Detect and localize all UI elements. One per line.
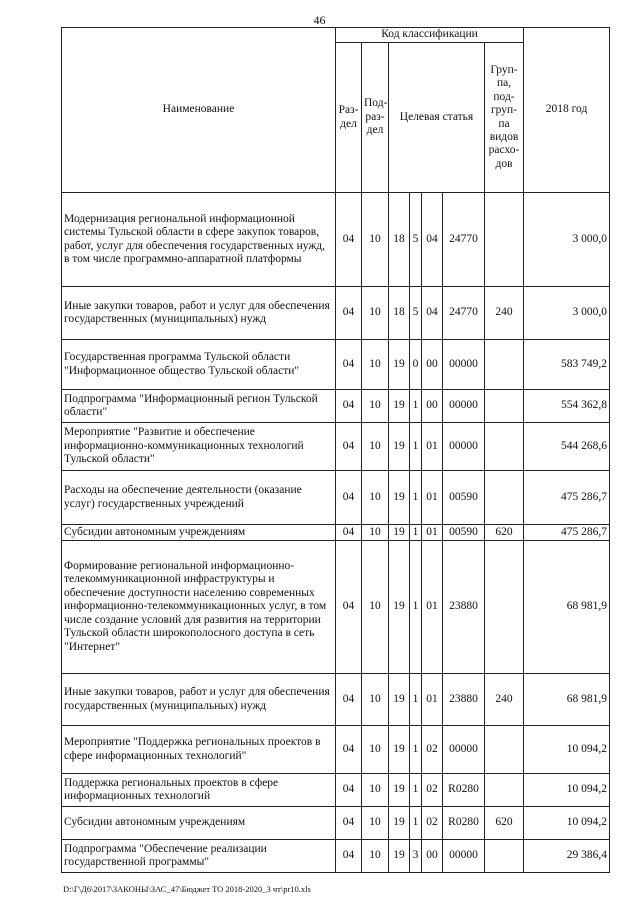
cell-pr: 10 (362, 525, 389, 541)
header-year: 2018 год (524, 28, 610, 193)
cell-cs1: 19 (389, 340, 410, 390)
cell-amount: 475 286,7 (524, 471, 610, 525)
cell-cs4: 23880 (443, 541, 485, 674)
cell-name: Расходы на обеспечение деятельности (оказание услуг) государственных учреждений (62, 471, 336, 525)
table-row (62, 807, 610, 840)
cell-cs1: 19 (389, 774, 410, 807)
cell-rz: 04 (336, 807, 362, 840)
cell-amount: 554 362,8 (524, 390, 610, 423)
cell-cs3: 01 (422, 541, 443, 674)
cell-cs1: 19 (389, 471, 410, 525)
cell-pr: 10 (362, 807, 389, 840)
table-row (62, 390, 610, 423)
cell-vr: 240 (485, 674, 524, 726)
cell-cs4: R0280 (443, 774, 485, 807)
cell-cs3: 01 (422, 423, 443, 471)
table-row (62, 525, 610, 541)
cell-cs2: 5 (410, 193, 422, 287)
cell-cs1: 19 (389, 423, 410, 471)
cell-cs1: 19 (389, 390, 410, 423)
cell-rz: 04 (336, 525, 362, 541)
cell-cs3: 04 (422, 193, 443, 287)
cell-amount: 544 268,6 (524, 423, 610, 471)
cell-cs1: 18 (389, 193, 410, 287)
cell-vr (485, 340, 524, 390)
cell-vr: 620 (485, 807, 524, 840)
cell-pr: 10 (362, 423, 389, 471)
cell-cs4: 00000 (443, 423, 485, 471)
cell-pr: 10 (362, 340, 389, 390)
cell-rz: 04 (336, 471, 362, 525)
cell-pr: 10 (362, 674, 389, 726)
cell-cs4: 00000 (443, 726, 485, 774)
cell-amount: 10 094,2 (524, 774, 610, 807)
table-row (62, 423, 610, 471)
cell-name: Субсидии автономным учреждениям (62, 807, 336, 840)
header-name: Наименование (62, 28, 336, 193)
cell-cs4: 00000 (443, 840, 485, 873)
cell-cs2: 1 (410, 807, 422, 840)
cell-cs1: 18 (389, 287, 410, 340)
cell-rz: 04 (336, 726, 362, 774)
table-row (62, 287, 610, 340)
cell-pr: 10 (362, 726, 389, 774)
table-row (62, 193, 610, 287)
cell-rz: 04 (336, 674, 362, 726)
cell-cs3: 01 (422, 525, 443, 541)
header-code-group: Код классификации (336, 28, 524, 43)
cell-rz: 04 (336, 340, 362, 390)
cell-rz: 04 (336, 774, 362, 807)
cell-amount: 10 094,2 (524, 726, 610, 774)
cell-cs3: 02 (422, 807, 443, 840)
cell-cs2: 1 (410, 674, 422, 726)
table-row (62, 774, 610, 807)
cell-rz: 04 (336, 840, 362, 873)
cell-rz: 04 (336, 423, 362, 471)
cell-cs3: 00 (422, 390, 443, 423)
cell-cs2: 1 (410, 390, 422, 423)
header-target-article: Целевая статья (389, 43, 485, 193)
cell-name: Формирование региональной информационно-телекоммуникационной инфраструктуры и обеспечение доступности населению современных информационно-телекоммуникационных услуг, в том числе создание условий для развития на территории Тульской области широкополосного доступа в сеть "Интернет" (62, 541, 336, 674)
table-row (62, 674, 610, 726)
cell-cs1: 19 (389, 674, 410, 726)
table-row (62, 471, 610, 525)
cell-name: Подпрограмма "Информационный регион Тульской области" (62, 390, 336, 423)
cell-vr (485, 726, 524, 774)
cell-name: Субсидии автономным учреждениям (62, 525, 336, 541)
cell-name: Иные закупки товаров, работ и услуг для обеспечения государственных (муниципальных) нужд (62, 287, 336, 340)
cell-cs4: 23880 (443, 674, 485, 726)
cell-cs3: 01 (422, 471, 443, 525)
cell-amount: 3 000,0 (524, 193, 610, 287)
cell-rz: 04 (336, 287, 362, 340)
cell-vr (485, 774, 524, 807)
cell-rz: 04 (336, 193, 362, 287)
cell-amount: 475 286,7 (524, 525, 610, 541)
cell-pr: 10 (362, 774, 389, 807)
cell-pr: 10 (362, 193, 389, 287)
cell-vr: 620 (485, 525, 524, 541)
cell-cs1: 19 (389, 807, 410, 840)
cell-cs4: 00590 (443, 525, 485, 541)
cell-vr: 240 (485, 287, 524, 340)
cell-name: Иные закупки товаров, работ и услуг для обеспечения государственных (муниципальных) нужд (62, 674, 336, 726)
cell-cs3: 02 (422, 726, 443, 774)
cell-name: Подпрограмма "Обеспечение реализации государственной программы" (62, 840, 336, 873)
cell-cs2: 1 (410, 525, 422, 541)
cell-cs4: 24770 (443, 193, 485, 287)
cell-vr (485, 471, 524, 525)
header-razdel: Раз- дел (336, 43, 362, 193)
cell-pr: 10 (362, 840, 389, 873)
cell-cs2: 1 (410, 774, 422, 807)
cell-cs4: 00000 (443, 340, 485, 390)
cell-name: Мероприятие "Развитие и обеспечение информационно-коммуникационных технологий Тульской области" (62, 423, 336, 471)
cell-amount: 10 094,2 (524, 807, 610, 840)
cell-vr (485, 390, 524, 423)
cell-cs2: 0 (410, 340, 422, 390)
cell-vr (485, 840, 524, 873)
cell-pr: 10 (362, 541, 389, 674)
cell-cs1: 19 (389, 541, 410, 674)
cell-rz: 04 (336, 541, 362, 674)
cell-amount: 29 386,4 (524, 840, 610, 873)
header-podrazdel: Под- раз- дел (362, 43, 389, 193)
cell-cs4: 24770 (443, 287, 485, 340)
cell-rz: 04 (336, 390, 362, 423)
cell-cs2: 1 (410, 541, 422, 674)
cell-cs2: 1 (410, 471, 422, 525)
cell-cs2: 5 (410, 287, 422, 340)
cell-amount: 68 981,9 (524, 674, 610, 726)
cell-vr (485, 423, 524, 471)
table-row (62, 840, 610, 873)
table-row (62, 541, 610, 674)
cell-pr: 10 (362, 471, 389, 525)
cell-pr: 10 (362, 390, 389, 423)
cell-cs3: 04 (422, 287, 443, 340)
cell-name: Модернизация региональной информационной системы Тульской области в сфере закупок товаров, работ, услуг для обеспечения государственных нужд, в том числе программно-аппаратной платформы (62, 193, 336, 287)
table-body (62, 193, 610, 873)
cell-cs1: 19 (389, 726, 410, 774)
table-row (62, 340, 610, 390)
header-vid-rashodov: Груп- па, под- груп- па видов расхо- дов (485, 43, 524, 193)
footer-file-path: D:\Г\Д6\2017\ЗАКОНЫ\ЗАС_47\Бюджет ТО 2018-2020_3 чт\pr10.xls (63, 884, 311, 894)
cell-pr: 10 (362, 287, 389, 340)
cell-vr (485, 541, 524, 674)
table-row (62, 726, 610, 774)
cell-vr (485, 193, 524, 287)
cell-cs4: 00590 (443, 471, 485, 525)
cell-amount: 583 749,2 (524, 340, 610, 390)
cell-name: Поддержка региональных проектов в сфере информационных технологий (62, 774, 336, 807)
cell-cs3: 02 (422, 774, 443, 807)
cell-cs3: 00 (422, 340, 443, 390)
cell-name: Государственная программа Тульской области "Информационное общество Тульской области" (62, 340, 336, 390)
cell-cs2: 1 (410, 726, 422, 774)
cell-amount: 68 981,9 (524, 541, 610, 674)
cell-cs4: 00000 (443, 390, 485, 423)
cell-cs3: 00 (422, 840, 443, 873)
budget-table (61, 27, 610, 873)
cell-cs2: 1 (410, 423, 422, 471)
page-number: 46 (313, 13, 326, 27)
cell-cs1: 19 (389, 525, 410, 541)
cell-amount: 3 000,0 (524, 287, 610, 340)
cell-name: Мероприятие "Поддержка региональных проектов в сфере информационных технологий" (62, 726, 336, 774)
cell-cs4: R0280 (443, 807, 485, 840)
cell-cs3: 01 (422, 674, 443, 726)
cell-cs1: 19 (389, 840, 410, 873)
cell-cs2: 3 (410, 840, 422, 873)
